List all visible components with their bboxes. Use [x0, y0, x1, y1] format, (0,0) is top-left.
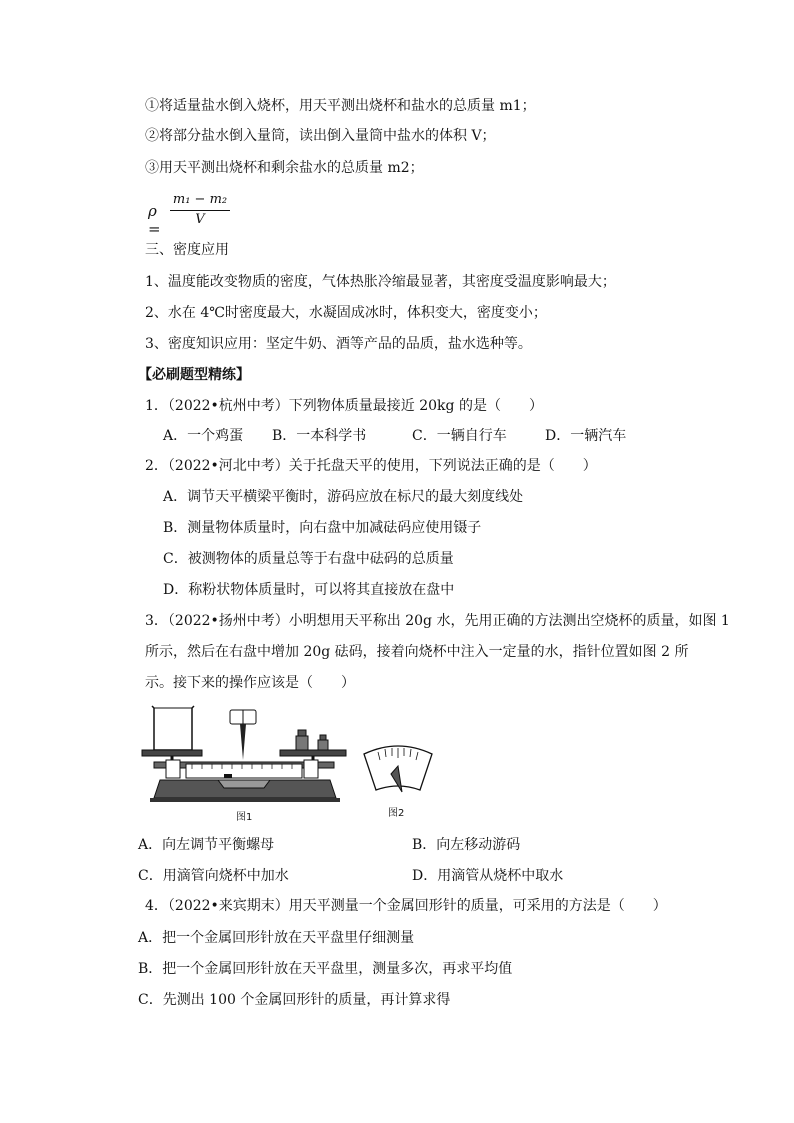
weight-large — [296, 736, 308, 750]
q3-stem-line-2: 所示，然后在右盘中增加 20g 砝码，接着向烧杯中注入一定量的水，指针位置如图 2 所 — [145, 644, 689, 660]
step-1: ①将适量盐水倒入烧杯，用天平测出烧杯和盐水的总质量 m1； — [145, 98, 536, 114]
q1-option-b: B．一本科学书 — [272, 428, 367, 444]
fraction-bar — [170, 210, 230, 211]
q2-stem: 2．（2022•河北中考）关于托盘天平的使用，下列说法正确的是（ ） — [145, 458, 597, 474]
app-2: 2、水在 4℃时密度最大，水凝固成冰时，体积变大，密度变小； — [145, 305, 547, 321]
q2-option-b: B．测量物体质量时，向右盘中加减砝码应使用镊子 — [163, 520, 482, 536]
balance-figure-1 — [140, 700, 360, 825]
left-pan — [142, 750, 202, 756]
q2-option-d: D．称粉状物体质量时，可以将其直接放在盘中 — [163, 582, 455, 598]
q1-option-a: A．一个鸡蛋 — [163, 428, 244, 444]
formula-denominator: V — [195, 212, 205, 227]
q3-stem-line-1: 3．（2022•扬州中考）小明想用天平称出 20g 水，先用正确的方法测出空烧杯的质量，如图 1 — [145, 613, 730, 629]
pointer-needle — [240, 724, 246, 760]
q1-option-c: C．一辆自行车 — [412, 428, 507, 444]
pointer-dial-figure-2 — [358, 740, 438, 820]
sliding-scale — [186, 764, 302, 778]
q4-stem: 4．（2022•来宾期末）用天平测量一个金属回形针的质量，可采用的方法是（ ） — [145, 898, 667, 914]
q1-stem: 1．（2022•杭州中考）下列物体质量最接近 20kg 的是（ ） — [145, 398, 543, 414]
formula-lhs: ρ = — [148, 202, 161, 238]
app-1: 1、温度能改变物质的密度，气体热胀冷缩最显著，其密度受温度影响最大； — [145, 274, 616, 290]
weight-small — [318, 740, 328, 750]
q3-option-c: C．用滴管向烧杯中加水 — [138, 868, 289, 884]
step-3: ③用天平测出烧杯和剩余盐水的总质量 m2； — [145, 160, 424, 176]
right-pan — [280, 750, 346, 756]
q3-stem-line-3: 示。接下来的操作应该是（ ） — [145, 675, 355, 691]
right-balance-nut — [304, 760, 318, 778]
q3-option-a: A．向左调节平衡螺母 — [138, 837, 275, 853]
q2-option-c: C．被测物体的质量总等于右盘中砝码的总质量 — [163, 551, 454, 567]
beaker-icon — [152, 706, 194, 750]
rider-icon — [224, 774, 232, 778]
section-title: 三、密度应用 — [145, 242, 229, 258]
fig1-label: 图1 — [236, 812, 253, 823]
q1-option-d: D．一辆汽车 — [545, 428, 627, 444]
formula-fraction — [170, 192, 230, 229]
q2-option-a: A．调节天平横梁平衡时，游码应放在标尺的最大刻度线处 — [163, 489, 524, 505]
q4-option-c: C．先测出 100 个金属回形针的质量，再计算求得 — [138, 992, 451, 1008]
q4-option-b: B．把一个金属回形针放在天平盘里，测量多次，再求平均值 — [138, 961, 513, 977]
q3-option-b: B．向左移动游码 — [412, 837, 521, 853]
left-balance-nut — [166, 760, 180, 778]
app-3: 3、密度知识应用：坚定牛奶、酒等产品的品质，盐水选种等。 — [145, 336, 532, 352]
step-2: ②将部分盐水倒入量筒，读出倒入量筒中盐水的体积 V； — [145, 128, 496, 144]
fig2-label: 图2 — [388, 808, 405, 819]
practice-title: 【必刷题型精练】 — [138, 367, 250, 383]
q3-option-d: D．用滴管从烧杯中取水 — [412, 868, 564, 884]
q4-option-a: A．把一个金属回形针放在天平盘里仔细测量 — [138, 930, 415, 946]
formula-numerator: m₁ − m₂ — [172, 192, 228, 207]
